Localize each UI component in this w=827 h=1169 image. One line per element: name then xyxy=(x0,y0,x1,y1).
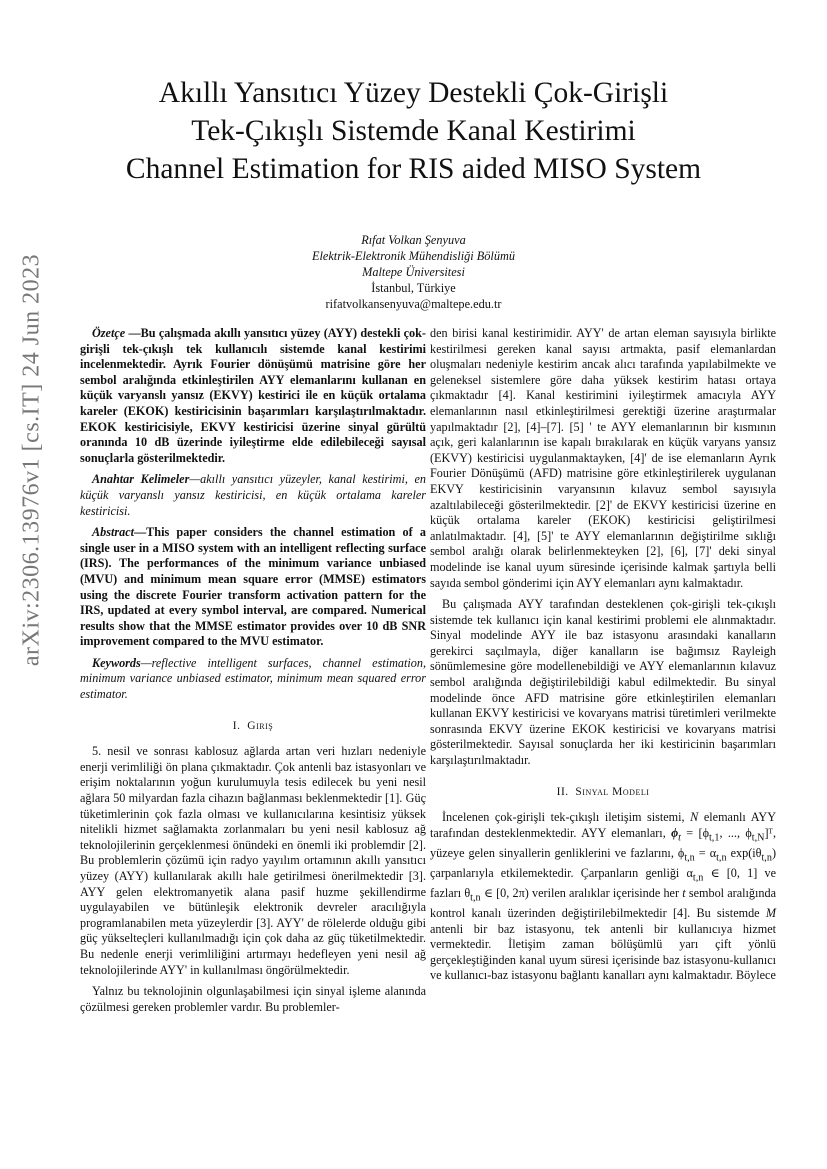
p3-sub-tn-3: t,n xyxy=(761,852,772,864)
title-line-1: Akıllı Yansıtıcı Yüzey Destekli Çok-Girişli xyxy=(158,77,669,109)
p3-sub-tN: t,N xyxy=(751,832,765,844)
p3-dots: , ..., ϕ xyxy=(719,825,752,840)
author-block xyxy=(0,232,827,312)
p3-sub-tn-1: t,n xyxy=(684,852,695,864)
ozetce-label: Özetçe xyxy=(92,326,126,340)
p3-text-e: exp(iθ xyxy=(726,845,762,860)
section-heading-sinyal-modeli xyxy=(430,785,776,801)
giris-paragraph-1: 5. nesil ve sonrası kablosuz ağlarda artan veri hızları nedeniyle enerji verimliliği ön plana çıkmaktadır. Çok antenli baz istasyonları ve erişim noktalarının yoğun kurulumuyla tesis edilecek bu yeni nesil ağlara 50 milyardan fazla cihazın bağlanması beklenmektedir [1]. Güç tüketimlerinin çok fazla olması ve kullanıcılarına kesintisiz yüksek nitelikli hizmet sağlamakta zorlanmaları bu yeni nesil kablosuz ağ teknolojilerinin gerçeklenmesi önündeki en önemli iki problemdir [2]. Bu problemlerin çözümü için radyo yayılım ortamının akıllı yansıtıcı yüzey (AYY) kullanılarak akıllı hale getirilmesi önerilmektedir [3]. AYY gelen elektromanyetik alana pasif huzme şekillendirme uygulayabilen ve bütünleşik elektronik devreler aracılığıyla programlanabilen meta yüzeylerdir [3]. AYY' de rölelerde olduğu gibi güç yükselteçleri kullanılmadığı için çok daha az güç tüketilmektedir. Bu nedenle enerji verimliliğini artırmayı hedefleyen yeni nesil ağ teknolojilerinde AYY' in kullanılması öngörülmektedir. xyxy=(80,744,426,977)
p3-text-i: sembol aralığında kontrol kanalı üzerinden değiştirilebilmektedir [4]. Bu sistemde xyxy=(430,885,776,920)
section-heading-giris xyxy=(80,719,426,735)
anahtar-label: Anahtar Kelimeler xyxy=(92,472,190,487)
p3-sub-t: t xyxy=(678,832,681,844)
p3-var-t: t xyxy=(682,885,686,900)
arxiv-identifier: arXiv:2306.13976v1 [cs.IT] 24 Jun 2023 xyxy=(18,253,45,667)
paper-title xyxy=(0,74,827,188)
author-department: Elektrik-Elektronik Mühendisliği Bölümü xyxy=(311,249,516,263)
author-email: rifatvolkansenyuva@maltepe.edu.tr xyxy=(325,297,502,311)
p3-text-h: ∈ [0, 2π) verilen aralıklar içerisinde her xyxy=(480,885,683,900)
p3-text-b: elemanlı AYY tarafından desteklenmektedir. AYY elemanları, xyxy=(430,810,776,840)
right-column xyxy=(430,326,776,990)
p3-text-d: = α xyxy=(694,845,717,860)
p3-var-phi: ϕ xyxy=(671,825,679,840)
right-paragraph-2: Bu çalışmada AYY tarafından desteklenen çok-girişli tek-çıkışlı sistemde tek kullanıcı için kanal kestirimi problemi ele alınmaktadır. Sinyal modelinde AYY ile baz istasyonu arasındaki kanalların gerekirci saçılmayla, diğer kanalların ise bağımsız Rayleigh sönümlemesine göre modellenebildiği ve AYY elemanlarının kılavuz sembol aralığında değiştirilebildiği kabul edilmektedir. Bu sinyal modelinde önce AFD matrisine göre etkinleştirilen elemanları kullanan EKVY kestiricisi ve kovaryans matrisi türetimleri verilmekte sonrasında EKVY üzerine EKOK kestiricisi ve kovaryans matrisi gösterilmektedir. Sayısal sonuçlarda her iki kestiricinin başarımları karşılaştırılmaktadır. xyxy=(430,597,776,768)
abstract-text: —This paper considers the channel estimation of a single user in a MISO system with an intelligent reflecting surface (IRS). The performances of the minimum variance unbiased (MVU) and minimum mean square error (MMSE) estimators using the discrete Fourier transform activation pattern for the IRS, updated at every symbol interval, are compared. Numerical results show that the MMSE estimator provides over 10 dB SNR improvement compared to the MVU estimator. xyxy=(80,525,426,649)
keywords-text: —reflective intelligent surfaces, channel estimation, minimum variance unbiased estimator, minimum mean squared error estimator. xyxy=(80,655,426,702)
section-1-title: Giriş xyxy=(247,719,274,732)
p3-sub-t1: t,1 xyxy=(708,832,720,844)
p3-text-j: antenli bir baz istasyonu, tek antenli bir kullanıcıya hizmet vermektedir. İletişim zaman bölüşümlü yarı çift yönlü gerçekleştiğinden kanal uyum süresi içerisinde baz istasyonu-kullanıcı ve kullanıcı-baz istasyonu bağlantı kanalları aynı kalmaktadır. Böylece xyxy=(430,921,776,983)
p3-var-M: M xyxy=(765,905,776,920)
author-name: Rıfat Volkan Şenyuva xyxy=(361,233,466,247)
title-line-3: Channel Estimation for RIS aided MISO System xyxy=(125,153,702,185)
ozetce-paragraph xyxy=(80,326,426,466)
p3-text-a: İncelenen çok-girişli tek-çıkışlı iletişim sistemi, xyxy=(442,810,691,825)
author-university: Maltepe Üniversitesi xyxy=(362,265,465,279)
section-2-number: II. xyxy=(556,785,569,798)
keywords-label: Keywords xyxy=(92,655,141,670)
giris-paragraph-2: Yalnız bu teknolojinin olgunlaşabilmesi için sinyal işleme alanında çözülmesi gereken problemler vardır. Bu problemler- xyxy=(80,984,426,1014)
abstract-label: Abstract xyxy=(92,525,134,540)
p3-phi-eq: = [ϕ xyxy=(680,825,709,840)
p3-sub-tn-2: t,n xyxy=(716,852,727,864)
ozetce-text: —Bu çalışmada akıllı yansıtıcı yüzey (AYY) destekli çok-girişli tek-çıkışlı tek kullanıcılı sistemde kanal kestirimi incelenmektedir. Ayrık Fourier dönüşümü matrisine göre her sembol aralığında etkinleştirilen AYY elemanlarını kullanan en küçük varyanslı yansız (EKVY) kestirici ile en küçük ortalama kareler (EKOK) kestiricisinin başarımları karşılaştırılmaktadır. EKOK kestiricisiyle, EKVY kestiricisi üzerine sinyal gürültü oranında 10 dB üzerinde iyileştirme elde edilebileceği sayısal sonuçlarla gösterilmektedir. xyxy=(80,326,426,465)
anahtar-kelimeler-paragraph xyxy=(80,472,426,519)
right-paragraph-3 xyxy=(430,810,776,984)
p3-text-c: , yüzeye gelen sinyallerin genliklerini ve fazlarını, ϕ xyxy=(430,825,776,860)
p3-transpose: ]ᵀ xyxy=(764,825,773,840)
p3-text-f: ) çarpanlarıyla etkilemektedir. Çarpanların genliği α xyxy=(430,845,776,880)
author-city: İstanbul, Türkiye xyxy=(371,281,456,295)
abstract-paragraph xyxy=(80,525,426,650)
p3-sub-tn-5: t,n xyxy=(470,892,481,904)
p3-sub-tn-4: t,n xyxy=(692,872,704,884)
section-2-title: Sinyal Modeli xyxy=(575,785,650,798)
right-paragraph-1: den birisi kanal kestirimidir. AYY' de artan eleman sayısıyla birlikte kestirilmesi gereken kanal sayısı artmakta, pasif elemanlardan oluşmaları nedeniyle kestirim ancak alıcı tarafında yapılabilmekte ve geleneksel sistemlere göre daha yüksek kestirim hatası ortaya çıkmaktadır [4]. Kanal kestirimini iyileştirmek amacıyla AYY elemanlarının nasıl etkinleştirilmesi gerektiği üzerine araştırmalar yapılmaktadır [2], [4]–[7]. [5] ' te AYY elemanlarının bir kısmının açık, geri kalanlarının ise kapalı bırakılarak en küçük varyans yansız (EKVY) kestiricisi uygulanmaktayken, [4]' de ise elemanların Ayrık Fourier Dönüşümü (AFD) matrisine göre etkinleştirilerek uygulanan EKVY kestiricisinin varyansının kılavuz sembol sayısıyla azaltılabileceği gösterilmektedir. [2]' de EKVY kestiricisi üzerine en küçük ortalama kareler (EKOK) kestiricisi geliştirilmesi anlatılmaktadır. [4], [5]' te AYY elemanlarının değiştirilme sıklığı sembol aralığı olarak belirlenmekteyken [2], [6], [7]' deki sinyal modelinde ise kanal uyum süresinde içerisinde kalmak şartıyla belli sayıda sembol gönderimi için AYY elemanları aynı kalmaktadır. xyxy=(430,326,776,590)
title-line-2: Tek-Çıkışlı Sistemde Kanal Kestirimi xyxy=(191,115,636,147)
anahtar-text: —akıllı yansıtıcı yüzeyler, kanal kestirimi, en küçük varyanslı yansız kestiricisi, en küçük ortalama kareler kestiricisi. xyxy=(80,472,426,518)
keywords-paragraph xyxy=(80,656,426,703)
left-column xyxy=(80,326,426,1021)
p3-text-g: ∈ [0, 1] ve fazları θ xyxy=(430,865,776,900)
p3-var-N: N xyxy=(690,810,699,825)
section-1-number: I. xyxy=(232,719,241,732)
